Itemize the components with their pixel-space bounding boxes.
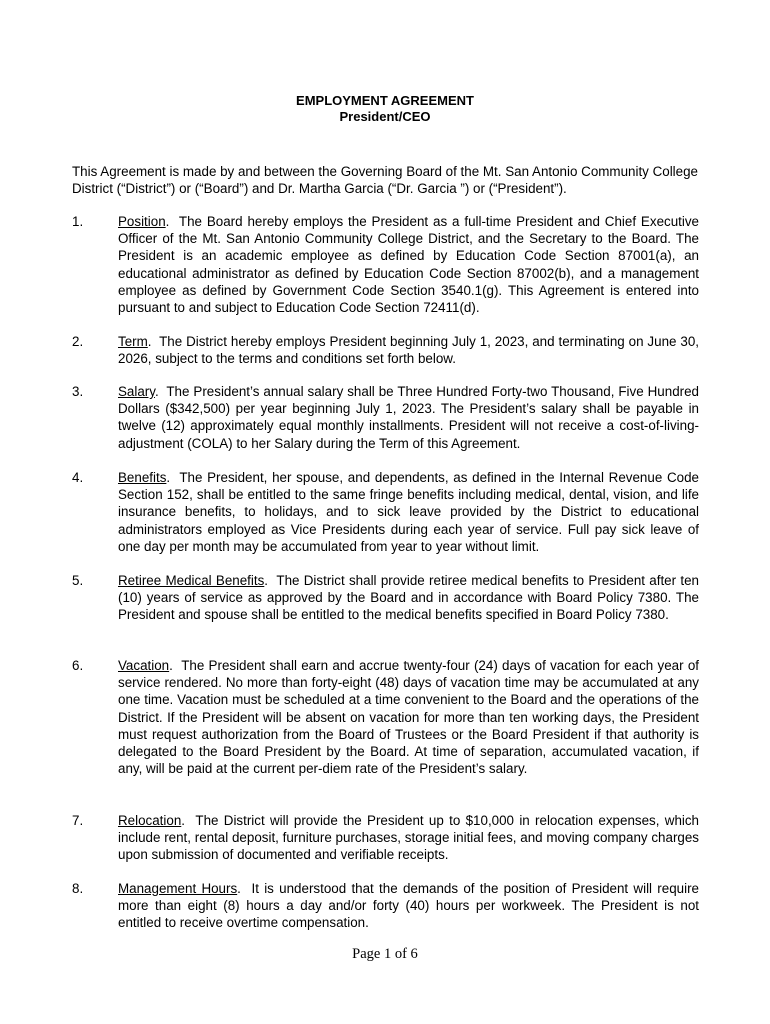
section-number: 1. (72, 214, 84, 229)
section-relocation: 7. Relocation. The District will provide the President up to $10,000 in relocation expenses, which include rent, rental deposit, furniture purchases, storage initial fees, and moving company charges upon submission of documented and verifiable receipts. (72, 813, 700, 863)
section-heading: Position (118, 214, 166, 229)
section-number: 7. (72, 813, 84, 828)
section-number: 8. (72, 881, 84, 896)
intro-paragraph: This Agreement is made by and between the Governing Board of the Mt. San Antonio Community College District (“District”) or (“Board”) and Dr. Martha Garcia (“Dr. Garcia ”) or (“President”). (72, 164, 698, 197)
section-number: 3. (72, 384, 84, 399)
document-title (0, 93, 770, 125)
section-text: The District shall provide retiree medical benefits to President after ten (10) years of service as approved by the Board and in accordance with Board Policy 7380. The President and spouse shall be entitled to the medical benefits specified in Board Policy 7380. (118, 573, 699, 623)
section-position: 1. Position. The Board hereby employs the President as a full-time President and Chief Executive Officer of the Mt. San Antonio Community College District, and the Secretary to the Board. The President is an academic employee as defined by Education Code Section 87001(a), an educational administrator as defined by Education Code Section 87002(b), and a management employee as defined by Government Code Section 3540.1(g). This Agreement is entered into pursuant to and subject to Education Code Section 72411(d). (72, 214, 699, 316)
section-text: The District hereby employs President beginning July 1, 2023, and terminating on June 30, 2026, subject to the terms and conditions set forth below. (118, 334, 699, 367)
section-retiree-medical-benefits: 5. Retiree Medical Benefits. The District shall provide retiree medical benefits to President after ten (10) years of service as approved by the Board and in accordance with Board Policy 7380. The President and spouse shall be entitled to the medical benefits specified in Board Policy 7380. (72, 573, 699, 623)
section-management-hours: 8. Management Hours. It is understood that the demands of the position of President will require more than eight (8) hours a day and/or forty (40) hours per workweek. The President is not entitled to receive overtime compensation. (72, 881, 699, 931)
section-text: The Board hereby employs the President as a full-time President and Chief Executive Officer of the Mt. San Antonio Community College District, and the Secretary to the Board. The President is an academic employee as defined by Education Code Section 87001(a), an educational administrator as defined by Education Code Section 87002(b), and a management employee as defined by Government Code Section 3540.1(g). This Agreement is entered into pursuant to and subject to Education Code Section 72411(d). (118, 214, 699, 316)
section-heading: Benefits (118, 470, 167, 485)
section-text: The President, her spouse, and dependents, as defined in the Internal Revenue Code Section 152, shall be entitled to the same fringe benefits including medical, dental, vision, and life insurance benefits, to holidays, and to sick leave provided by the District to educational administrators employed as Vice Presidents during each year of service. Full pay sick leave of one day per month may be accumulated from year to year without limit. (118, 470, 699, 554)
section-number: 6. (72, 658, 84, 673)
section-heading: Relocation (118, 813, 182, 828)
section-text: The President’s annual salary shall be Three Hundred Forty-two Thousand, Five Hundred Dollars ($342,500) per year beginning July 1, 2023. The President’s salary shall be payable in twelve (12) approximately equal monthly installments. President will not receive a cost-of-living-adjustment (COLA) to her Salary during the Term of this Agreement. (118, 384, 699, 451)
section-number: 2. (72, 334, 84, 349)
section-text: It is understood that the demands of the position of President will require more than eight (8) hours a day and/or forty (40) hours per workweek. The President is not entitled to receive overtime compensation. (118, 881, 699, 931)
title-line-2: President/CEO (339, 109, 431, 124)
section-heading: Retiree Medical Benefits (118, 573, 265, 588)
section-vacation: 6. Vacation. The President shall earn and accrue twenty-four (24) days of vacation for each year of service rendered. No more than forty-eight (48) days of vacation time may be accumulated at any one time. Vacation must be scheduled at a time convenient to the Board and the operations of the District. If the President will be absent on vacation for more than ten working days, the President must request authorization from the Board of Trustees or the Board President if that authority is delegated to the Board President by the Board. At time of separation, accumulated vacation, if any, will be paid at the current per-diem rate of the President’s salary. (72, 658, 700, 777)
section-text: The President shall earn and accrue twenty-four (24) days of vacation for each year of service rendered. No more than forty-eight (48) days of vacation time may be accumulated at any one time. Vacation must be scheduled at a time convenient to the Board and the operations of the District. If the President will be absent on vacation for more than ten working days, the President must request authorization from the Board of Trustees or the Board President if that authority is delegated to the Board President by the Board. At time of separation, accumulated vacation, if any, will be paid at the current per-diem rate of the President’s salary. (118, 658, 700, 777)
section-salary: 3. Salary. The President’s annual salary shall be Three Hundred Forty-two Thousand, Five Hundred Dollars ($342,500) per year beginning July 1, 2023. The President’s salary shall be payable in twelve (12) approximately equal monthly installments. President will not receive a cost-of-living-adjustment (COLA) to her Salary during the Term of this Agreement. (72, 384, 699, 451)
section-text: The District will provide the President up to $10,000 in relocation expenses, which include rent, rental deposit, furniture purchases, storage initial fees, and moving company charges upon submission of documented and verifiable receipts. (118, 813, 700, 863)
section-heading: Vacation (118, 658, 170, 673)
section-number: 5. (72, 573, 84, 588)
section-heading: Term (118, 334, 148, 349)
section-number: 4. (72, 470, 84, 485)
section-benefits: 4. Benefits. The President, her spouse, and dependents, as defined in the Internal Revenue Code Section 152, shall be entitled to the same fringe benefits including medical, dental, vision, and life insurance benefits, to holidays, and to sick leave provided by the District to educational administrators employed as Vice Presidents during each year of service. Full pay sick leave of one day per month may be accumulated from year to year without limit. (72, 470, 699, 554)
section-heading: Salary (118, 384, 155, 399)
page-number: Page 1 of 6 (352, 946, 418, 962)
title-line-1: EMPLOYMENT AGREEMENT (296, 93, 474, 108)
section-term: 2. Term. The District hereby employs President beginning July 1, 2023, and terminating on June 30, 2026, subject to the terms and conditions set forth below. (72, 334, 699, 367)
section-heading: Management Hours (118, 881, 238, 896)
